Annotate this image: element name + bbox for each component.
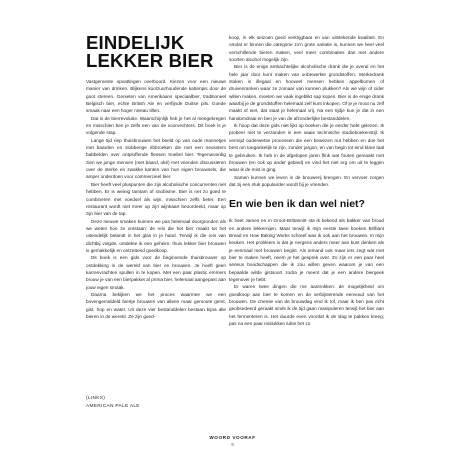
caption-title: AMERICAN PALE ALE [86, 404, 140, 409]
page-footer [0, 434, 465, 448]
running-footer-label: WOORD VOORAF [209, 435, 256, 440]
paragraph: Vastgeroeste opvattingen overboord. Kiezen voor een nieuwe manier van drinken. Blijkens koolzuurhoudende kattenpis door de goot stereen. Genieten van Amerikaans speciaalbier, traditioneel Belgisch bier, echte British Ale en verfijnde Duitse pils. Goede smaak naar een hoger niveau tillen. [86, 79, 226, 114]
caption-direction: (LINKS) [86, 396, 106, 401]
chapter-title [86, 34, 226, 70]
paragraph: Dit boek is een gids voor de beginnende thuisbrouwer op ontdekking in de wereld van bier en brouwen. Je hoeft geen karrenvrachten spullen in te kopen. Met een paar plastic emmers brouw je van een bierpakket al prima bier, helemaal aangepast aan jouw eigen smaak. [86, 255, 226, 290]
section-heading: En wie ben ik dan wel niet? [229, 198, 365, 211]
paragraph: Lange tijd riep thuisbrouwen het beeld op van oude mannetjes met baarden en slobberige ribbroeken die met een neusstem babbelden over ontploffende flessen troebel bier. Tegenwoordig zien we jonge mensen (met baard, oké) met vrienden discussiëren over de sterke en zwakke kanten van hun eigen brouwsels, die amper onderdoen voor commercieel bier. [86, 137, 226, 180]
paragraph: Samen kunnen we leven in de brouwerij brengen. En vervoer zorgen dat zij een stuk populairder wordt bij je vrienden. [229, 174, 384, 187]
right-column [229, 34, 384, 327]
chapter-title-line-1: EINDELIJK [86, 32, 185, 53]
paragraph: Deze nieuwe smaken kunnen we pas helemaal doorgronden als we weten hoe ze ontstaan: de reis die het bier maakt tot het uiteindelijk belandt in het glas in je hand. Terwijl ik die reis van dichtbij volgde, ontdekte ik een geheim: thuis lekker bier brouwen is gemakkelijk en ontzettend goedkoop. [86, 218, 226, 253]
chapter-title-line-2: LEKKER BIER [86, 50, 214, 71]
image-caption [86, 395, 226, 411]
page-number: 9 [231, 442, 234, 447]
left-column [86, 34, 226, 320]
paragraph: koop, in elk seizoen goed verkrijgbaar en van uitstekende kwaliteit. En omdat er binnen die categorie zo'n grote variatie is, kunnen we heel veel verschillende bieren maken, veel meer combinaties dan met andere soorten alcohol mogelijk zijn. [229, 35, 384, 63]
paragraph: Er waren twee dingen die me aantrokken: de mogelijkheid om goedkoop aan bier te komen en de verbijsterende eenvoud van het brouwen. De chemie van de brouwdag vind ik tof, maar ik ben pas echt geobsedeerd geraakt sinds ik de tijd gaan manipuleren terwijl het bier aan het fermenteren is. Het duurde even voordat ik de slag te pakken kreeg; pas na een paar mislukken lukte het zo [229, 284, 384, 327]
paragraph: Bier is de enige ambachtelijke alcoholische drank die je overal en het hele jaar door kunt maken van onbewerkte grondstoffen. Sterkedrank stoken is illegaal en hooveel mensen hebben appelbomen of druivenranken waar ze zomaar van kunnen plukken? Als we wijn of cider willen maken, moeten we vaak ingeblikt sap kopen. Bier is de enige drank waarbij je de grondstoffen helemaal zelf kunt inkopen. Of je je mout nu zelf maakt of niet, dat staat je helemaal vrij. Na een tijdje kun je dat in een handomdraai en ben je van de afzonderlijke bestanddelen. [229, 64, 384, 121]
paragraph: Dat is de bierrevolutie. Waarschijnlijk heb je het al meegekregen en misschien ben je zelfs een van de voorvechters. Dit boek is je volgende stap. [86, 115, 226, 136]
paragraph: Daarna bekijken we het proces waarmee we een bovengemiddeld biertje brouwen van alleen maar gemoute gerst, gist, hop en water. Uit deze vier bestanddelen bestaan bijna alle bieren in de wereld. Ze zijn goed- [86, 291, 226, 319]
paragraph: Ik hoop dat deze gids niet lijkt op boeken die je eerder hebt gelezen. Ik probeer niet te verzanden in een saaie technische studieboekenstijl. Ik vermijd ouderwetse processen die een bewezen nut hebben en doe het best om toegankelijk te zijn, zonder jargon, en van begin tot eind klare taal te gebruiken. Ik heb in de afgelopen jaren flink wat fouten gemaakt met brouwen (en ook op ander gebied) en vind het niet erg om uit te leggen waar ik de mist in ging. [229, 123, 384, 173]
paragraph: Bier heeft veel pluspunten die zijn alcoholische concurrenten niet hebben. Er is weinig tamtam of snobisme. Bier is net zo goed te combineren met voedsel als wijn, misschien zelfs beter. Een restaurant wordt niet meer op zijn wijnkaart beoordeeld, maar op zijn bier van de tap. [86, 181, 226, 217]
paragraph: Ik heet James en in Groot-Brittannië sta ik bekend als bakker van brood en andere lekkernijen. Maar terwijl ik mijn eerste twee boeken Brilliant Bread en How Baking Works schreef was ik ook aan het brouwen. In mijn keuken. Het probleem is dat je nergens anders meer aan kunt denken als je eenmaal met brouwen begint. Als iemand ook maar iets zegt wat met bier te maken heeft, neem je het gesprek over. Zo zijn er een paar heel serieus boodschappen die ik zou willen geven waarom je van een bepaalde wilde gistsoort zodra je meent dat je een andere biergeek tegenover je hebt. [229, 218, 384, 282]
